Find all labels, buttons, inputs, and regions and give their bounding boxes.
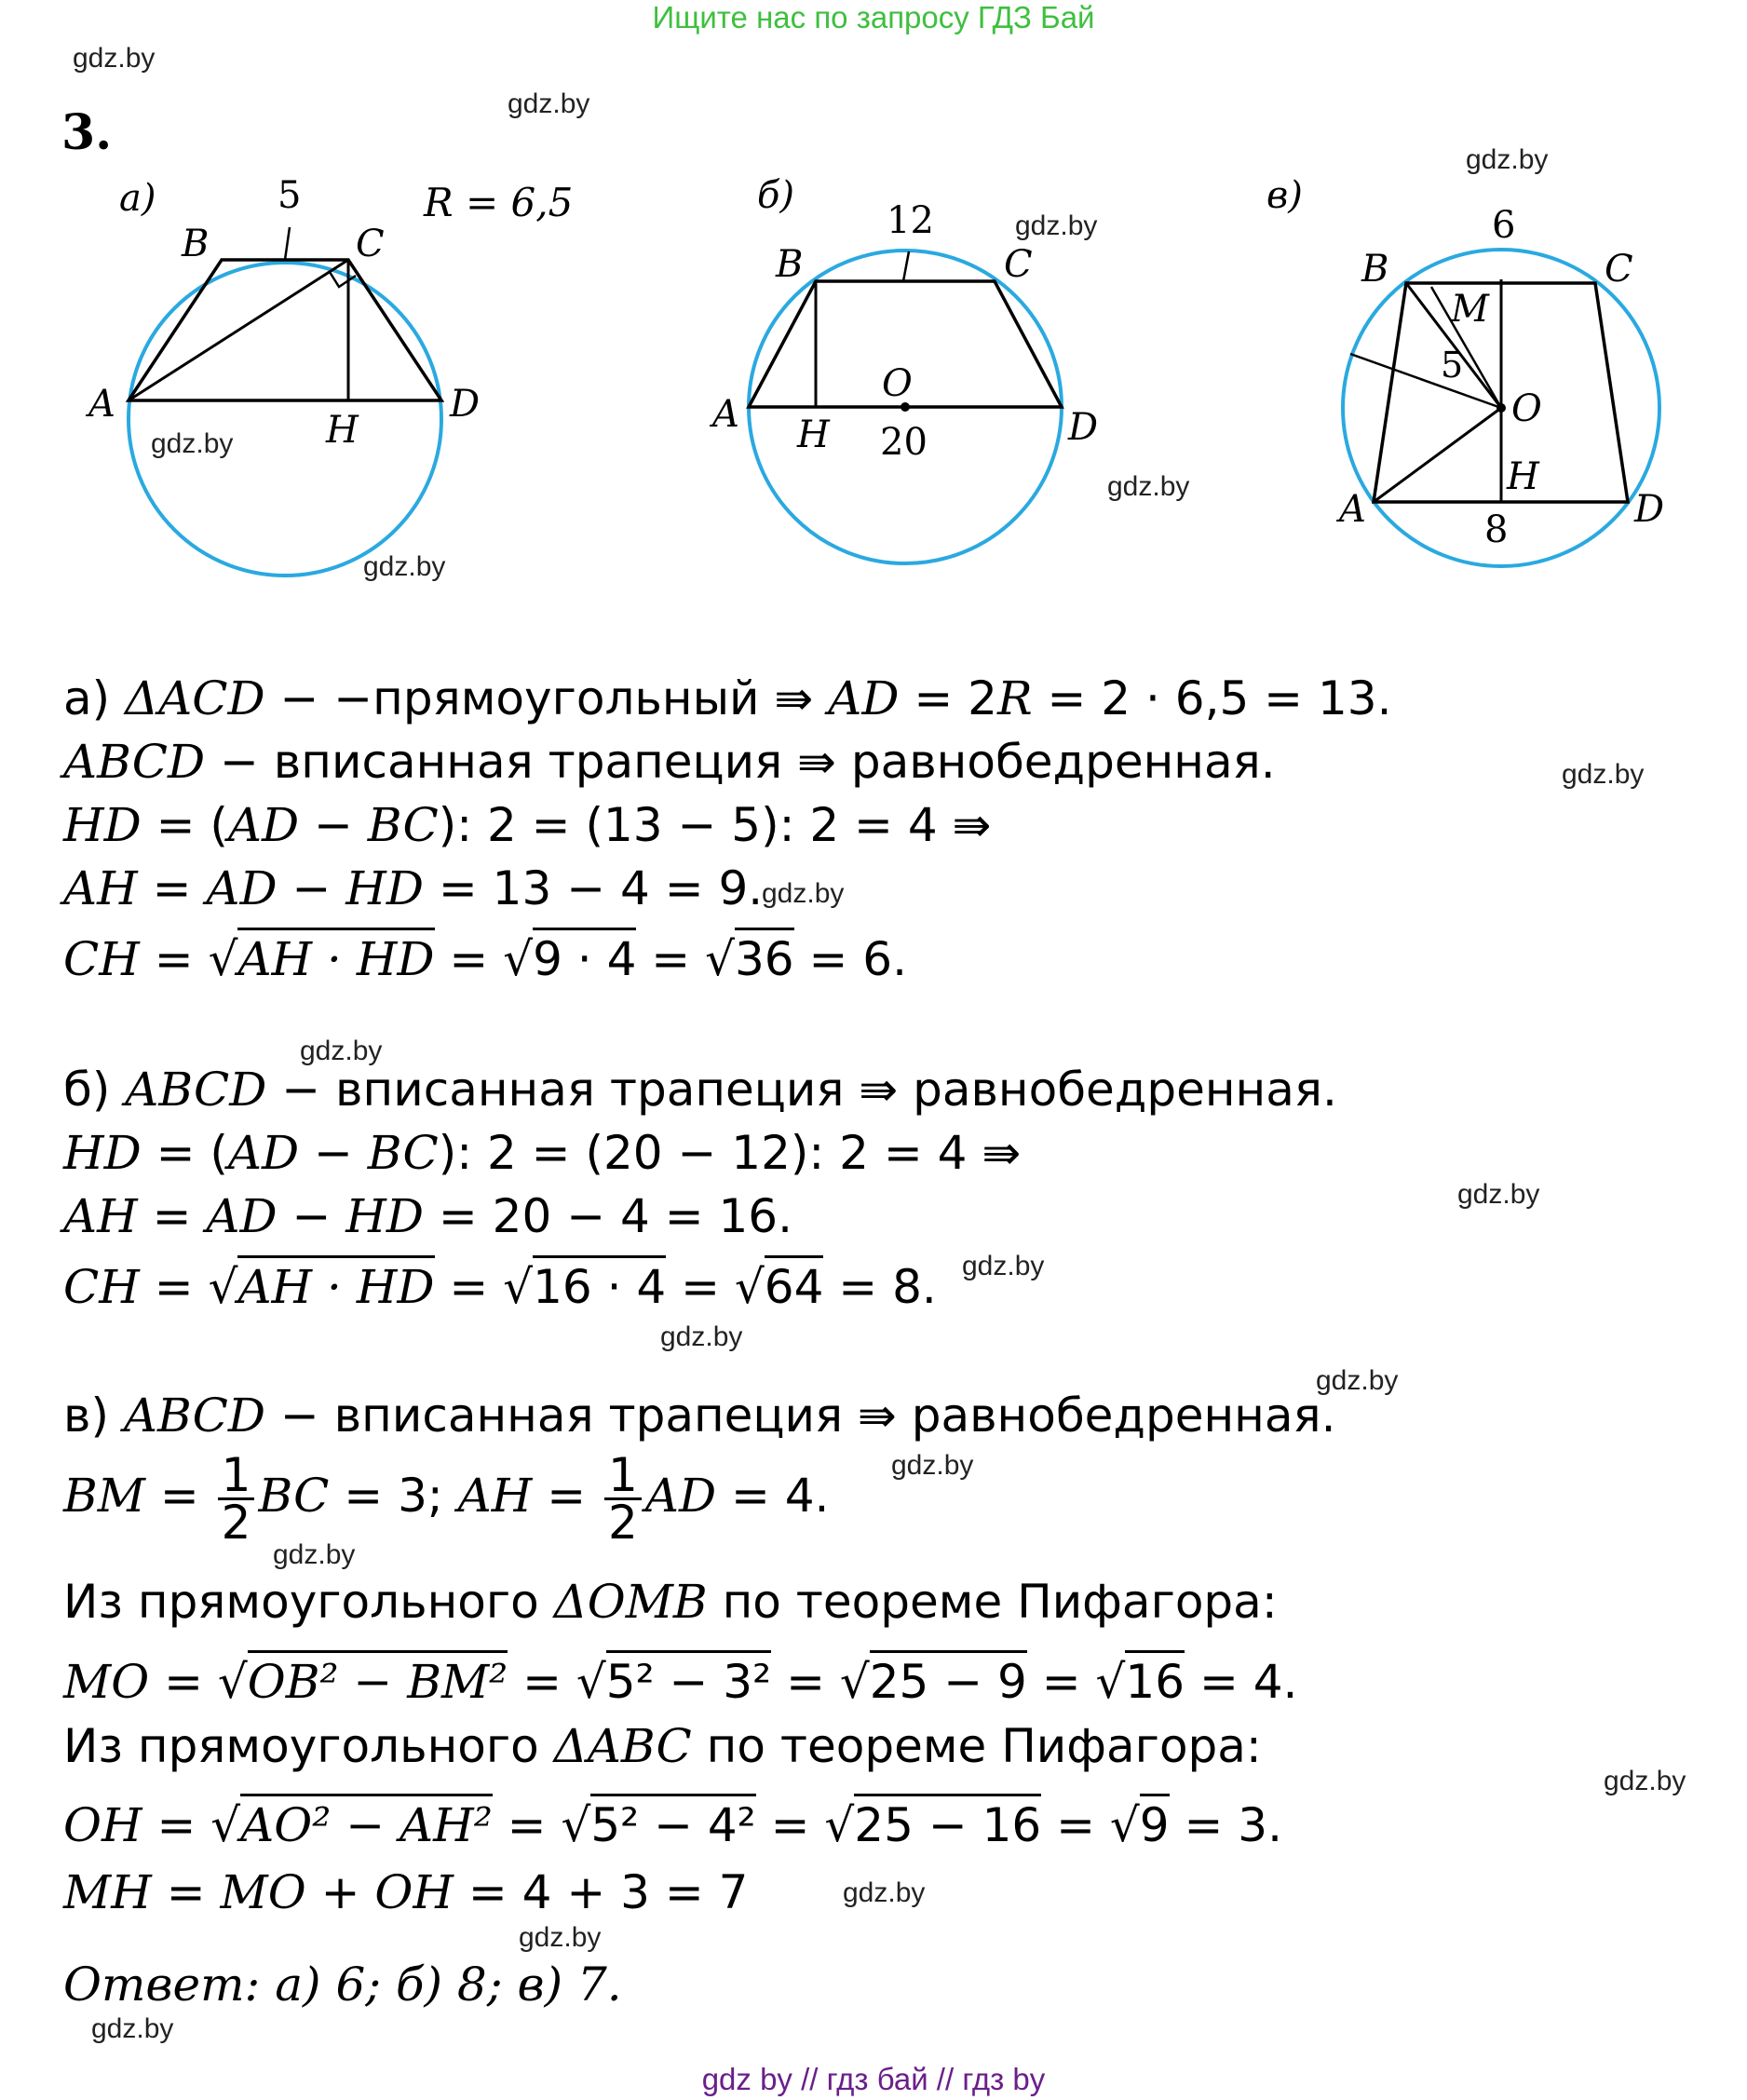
footer-links[interactable]: gdz by // гдз бай // гдз by [701, 2062, 1046, 2096]
watermark: gdz.by [1466, 144, 1549, 175]
solution-c-line-1: в) ABCD − вписанная трапеция ⇛ равнобедренная. [63, 1389, 1336, 1443]
watermark: gdz.by [660, 1321, 743, 1352]
solution-c-line-5: Из прямоугольного ΔABC по теореме Пифагора: [63, 1719, 1262, 1773]
tick [903, 251, 909, 281]
point-label: B [1361, 248, 1389, 291]
solution-a-line-1: а) ΔACD − −прямоугольный ⇛ AD = 2R = 2 · 6,5 = 13. [63, 671, 1392, 725]
tick [285, 227, 290, 260]
center-label: O [1511, 387, 1542, 430]
watermark: gdz.by [151, 428, 234, 459]
point-label: H [1507, 455, 1539, 498]
radius-line [1350, 354, 1501, 408]
watermark: gdz.by [1316, 1365, 1399, 1396]
watermark: gdz.by [1604, 1766, 1686, 1796]
watermark: gdz.by [962, 1251, 1045, 1281]
watermark: gdz.by [1457, 1179, 1540, 1210]
bc-label: 12 [887, 199, 934, 242]
point-label: A [1339, 488, 1366, 531]
watermark: gdz.by [273, 1539, 356, 1570]
watermark: gdz.by [762, 878, 845, 909]
point-label: C [1004, 243, 1033, 286]
bc-label: 5 [278, 174, 302, 217]
fig-tag: в) [1266, 177, 1303, 217]
watermark: gdz.by [91, 2013, 174, 2044]
watermark: gdz.by [508, 88, 590, 119]
top-banner[interactable]: Ищите нас по запросу ГДЗ Бай [652, 0, 1095, 34]
solution-a-line-2: ABCD − вписанная трапеция ⇛ равнобедренная. [63, 735, 1276, 789]
watermark: gdz.by [1107, 471, 1190, 502]
center-point [1496, 403, 1506, 413]
radius-label: 5 [1441, 345, 1464, 386]
ad-label: 20 [880, 421, 928, 464]
point-label: A [712, 393, 739, 436]
solution-c-line-3: Из прямоугольного ΔOMB по теореме Пифагора: [63, 1575, 1278, 1629]
solution-a-line-4: AH = AD − HD = 13 − 4 = 9. [63, 861, 764, 915]
figure-c [1248, 177, 1713, 577]
point-label: H [797, 413, 830, 456]
watermark: gdz.by [1015, 210, 1098, 241]
ad-label: 8 [1484, 508, 1509, 551]
solution-c-line-6: OH = √AO² − AH² = √5² − 4² = √25 − 16 = √9 = 3. [63, 1797, 1282, 1853]
figure-a [74, 168, 633, 577]
point-label: B [182, 223, 210, 265]
solution-b-line-3: AH = AD − HD = 20 − 4 = 16. [63, 1189, 792, 1243]
solution-a-line-3: HD = (AD − BC): 2 = (13 − 5): 2 = 4 ⇛ [63, 798, 992, 852]
watermark: gdz.by [519, 1922, 602, 1953]
solution-b-line-2: HD = (AD − BC): 2 = (20 − 12): 2 = 4 ⇛ [63, 1126, 1022, 1180]
figure-b [689, 177, 1155, 577]
fig-tag: б) [757, 177, 795, 217]
point-label: M [1451, 288, 1489, 331]
watermark: gdz.by [73, 43, 156, 74]
solution-b-line-1: б) ABCD − вписанная трапеция ⇛ равнобедренная. [63, 1063, 1337, 1117]
point-label: D [450, 383, 481, 426]
answer: Ответ: а) 6; б) 8; в) 7. [63, 1958, 622, 2012]
solution-c-line-4: MO = √OB² − BM² = √5² − 3² = √25 − 9 = √16 = 4. [63, 1654, 1297, 1710]
trapezoid [129, 260, 441, 400]
point-label: C [356, 223, 385, 265]
diagonal-ac [129, 260, 348, 400]
bc-label: 6 [1492, 204, 1516, 247]
center-label: O [882, 362, 913, 405]
point-label: C [1605, 248, 1633, 291]
point-label: B [776, 243, 804, 286]
segment-oa [1374, 408, 1501, 502]
solution-b-line-4: CH = √AH · HD = √16 · 4 = √64 = 8. [63, 1259, 937, 1315]
circle [129, 263, 441, 576]
solution-c-line-2: BM = $\frac{1}{2}$ BC = 3; AH = $\frac{1}{2}$ AD = 4. [63, 1448, 830, 1550]
point-label: D [1068, 406, 1099, 449]
point-label: A [88, 383, 115, 426]
watermark: gdz.by [843, 1877, 926, 1908]
watermark: gdz.by [1562, 759, 1645, 790]
solution-a-line-5: CH = √AH · HD = √9 · 4 = √36 = 6. [63, 931, 907, 987]
radius-label: R = 6,5 [424, 180, 574, 225]
task-number: 3. [61, 104, 113, 161]
point-label: D [1634, 488, 1665, 531]
point-label: H [326, 409, 359, 452]
watermark: gdz.by [363, 551, 446, 582]
solution-c-line-7: MH = MO + OH = 4 + 3 = 7 [63, 1865, 749, 1919]
watermark: gdz.by [300, 1036, 383, 1066]
fig-tag: а) [119, 177, 156, 220]
watermark: gdz.by [891, 1450, 974, 1481]
